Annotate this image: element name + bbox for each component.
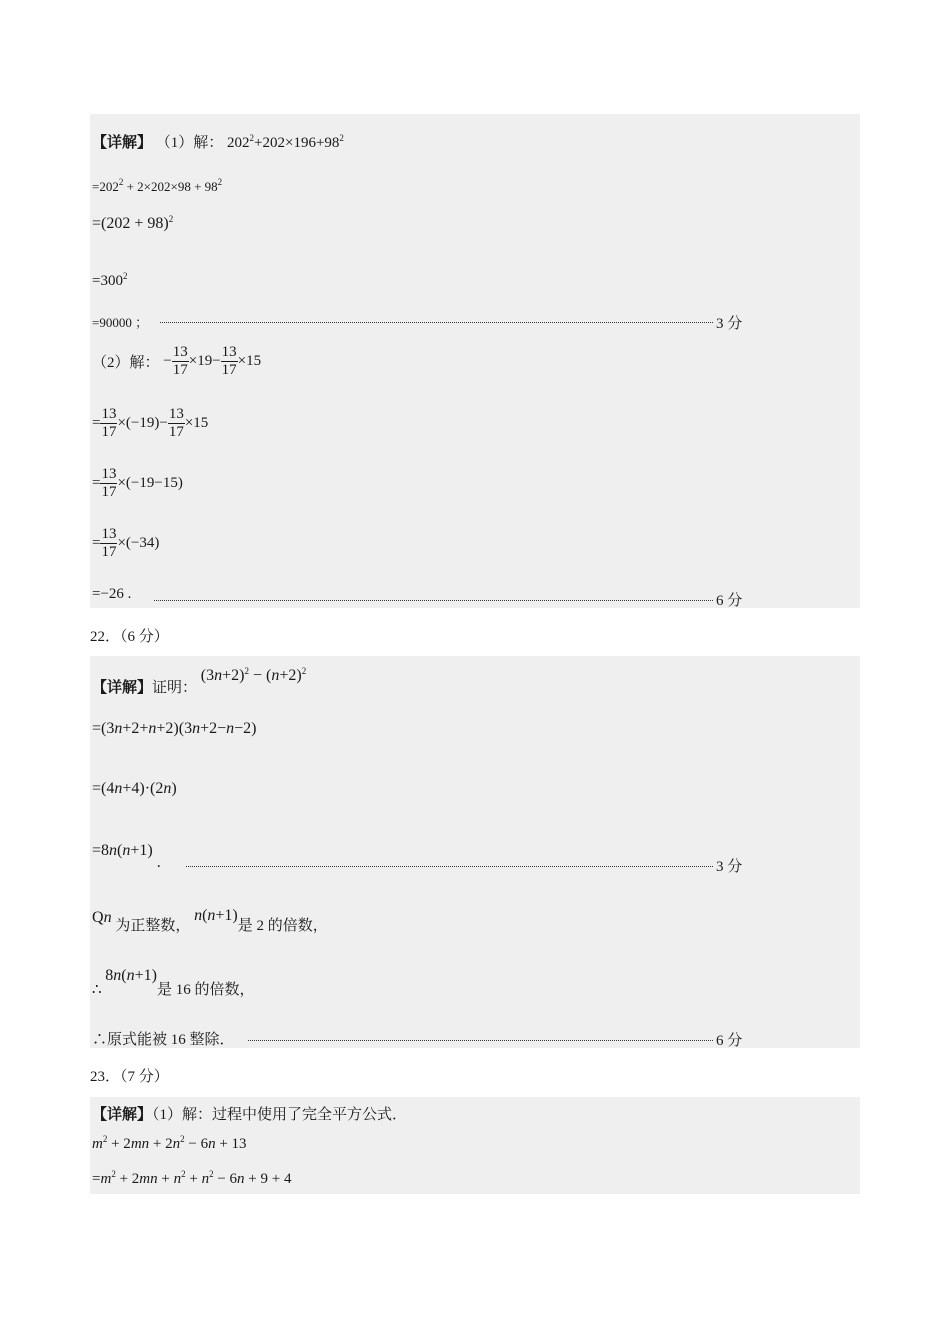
score-leader	[160, 322, 713, 323]
detail-label: 【详解】	[92, 1107, 153, 1123]
step-1-header	[92, 131, 344, 152]
q23-step-3: $=m^2 + 2mn + n^2 + n^2 - 6n + 9 + 4$	[92, 1169, 292, 1187]
step-2-4: = $\frac{13}{17}$ ×(−34)	[92, 526, 160, 561]
expression: $202^2+202\times 196+98^2$	[227, 133, 344, 151]
step-1-4: $=300^2$	[92, 271, 128, 289]
step-1-2: $=202^2 + 2\times 202\times 98 + 98^2$	[92, 177, 223, 194]
because-text: 为正整数，	[115, 918, 191, 934]
semicolon: ；	[135, 315, 149, 330]
therefore-tail: 是 16 的倍数，	[156, 982, 255, 998]
score-leader	[154, 600, 713, 601]
period: .	[127, 586, 132, 602]
part2-label: （2）解：	[92, 355, 160, 372]
q22-because: Qn 为正整数， n(n+1)是 2 的倍数，	[92, 907, 328, 934]
score-3: 3 分	[716, 316, 743, 332]
score-6: 6 分	[716, 1033, 743, 1049]
step-1-5: =90000 ；	[92, 315, 149, 330]
part1-label: （1）解：	[155, 135, 224, 151]
question-22-heading: 22．（6 分）	[90, 629, 169, 645]
score-leader	[248, 1040, 713, 1041]
step-2-2: = $\frac{13}{17}$ ×(−19)− $\frac{13}{17}$ ×15	[92, 406, 209, 441]
q22-step-1: 【详解】证明： $(3n+2)^2 - (n+2)^2$	[92, 666, 307, 696]
detail-label: 【详解】	[92, 135, 153, 151]
score-6: 6 分	[716, 593, 743, 609]
step-2-5: =−26 .	[92, 586, 132, 602]
q23-step-2: $m^2 + 2mn + 2n^2 - 6n + 13$	[92, 1134, 247, 1152]
q22-therefore: ∴ 8n(n+1)是 16 的倍数，	[92, 967, 255, 998]
q22-conclusion: ∴原式能被 16 整除．	[92, 1032, 235, 1048]
because-tail: 是 2 的倍数，	[237, 918, 328, 934]
q22-step-3: =(4n+4)·(2n)	[92, 780, 177, 797]
part1-text: （1）解：过程中使用了完全平方公式．	[152, 1107, 408, 1123]
proof-label: 证明：	[152, 680, 198, 696]
detail-label: 【详解】	[92, 680, 153, 696]
step-1-3: $=(202 + 98)^2$	[92, 214, 174, 232]
q23-step-1	[92, 1103, 407, 1124]
step-2-header: （2）解： − $\frac{13}{17}$ ×19− $\frac{13}{17}$ ×15	[92, 344, 262, 379]
period: .	[156, 854, 161, 871]
score-leader	[186, 866, 713, 867]
step-2-3: = $\frac{13}{17}$ ×(−19−15)	[92, 466, 183, 501]
question-23-heading: 23．（7 分）	[90, 1069, 169, 1085]
therefore-symbol: ∴	[92, 982, 102, 998]
score-3: 3 分	[716, 859, 743, 875]
q22-step-4: =8n(n+1) .	[92, 842, 161, 871]
q22-step-2: =(3n+2+n+2)(3n+2−n−2)	[92, 720, 257, 737]
